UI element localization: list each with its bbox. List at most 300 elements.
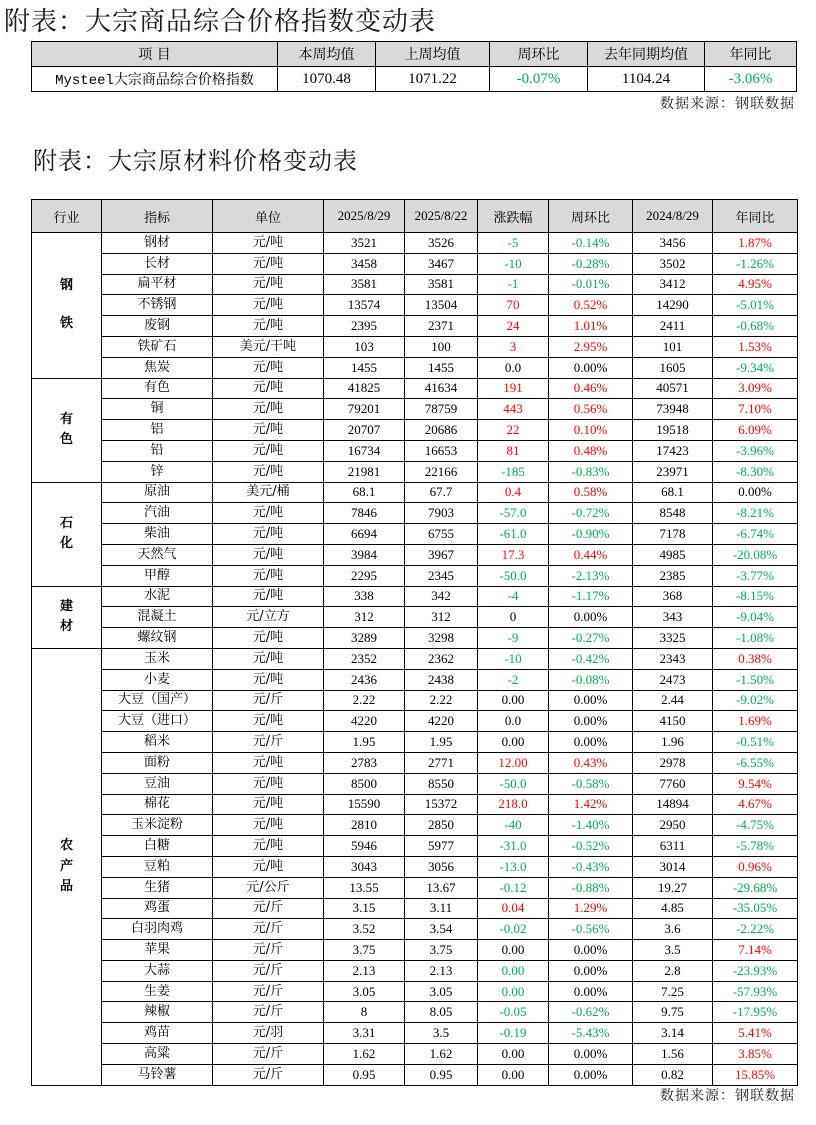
- price-current-cell: 3289: [324, 628, 405, 649]
- wow-change-cell: 0.58%: [549, 482, 633, 503]
- table-row: [32, 233, 798, 254]
- col-header-yoy: 年同比: [713, 200, 798, 233]
- change-cell: 0.00: [478, 690, 549, 711]
- industry-group-cell: [32, 233, 102, 379]
- wow-change-cell: 0.00%: [549, 357, 633, 378]
- price-current-cell: 3.31: [324, 1023, 405, 1044]
- index-wow-cell: -0.07%: [490, 67, 588, 92]
- change-cell: -0.12: [478, 877, 549, 898]
- price-current-cell: 103: [324, 336, 405, 357]
- price-previous-cell: 3967: [405, 544, 478, 565]
- table-row: [32, 794, 798, 815]
- price-last-year-cell: 2385: [633, 565, 713, 586]
- price-current-cell: 3984: [324, 544, 405, 565]
- col-header-wow: 周环比: [549, 200, 633, 233]
- price-current-cell: 4220: [324, 711, 405, 732]
- price-current-cell: 20707: [324, 420, 405, 441]
- price-previous-cell: 3.11: [405, 898, 478, 919]
- price-previous-cell: 8550: [405, 773, 478, 794]
- yoy-change-cell: 15.85%: [713, 1064, 798, 1085]
- change-cell: -10: [478, 253, 549, 274]
- unit-cell: 元/斤: [213, 960, 324, 981]
- change-cell: -5: [478, 233, 549, 254]
- indicator-cell: 混凝土: [102, 607, 213, 628]
- yoy-change-cell: -17.95%: [713, 1002, 798, 1023]
- change-cell: 0.4: [478, 482, 549, 503]
- price-current-cell: 68.1: [324, 482, 405, 503]
- change-cell: -40: [478, 815, 549, 836]
- yoy-change-cell: -1.26%: [713, 253, 798, 274]
- table-row: [32, 1044, 798, 1065]
- price-previous-cell: 2.13: [405, 960, 478, 981]
- change-cell: 0.00: [478, 732, 549, 753]
- yoy-change-cell: -3.77%: [713, 565, 798, 586]
- unit-cell: 元/吨: [213, 440, 324, 461]
- price-last-year-cell: 23971: [633, 461, 713, 482]
- table-row: [32, 877, 798, 898]
- price-last-year-cell: 368: [633, 586, 713, 607]
- wow-change-cell: 0.46%: [549, 378, 633, 399]
- yoy-change-cell: -1.50%: [713, 669, 798, 690]
- indicator-cell: 铁矿石: [102, 336, 213, 357]
- unit-cell: 元/吨: [213, 420, 324, 441]
- indicator-cell: 鸡苗: [102, 1023, 213, 1044]
- raw-table-body: [32, 233, 798, 1086]
- price-previous-cell: 2438: [405, 669, 478, 690]
- wow-change-cell: 0.00%: [549, 1064, 633, 1085]
- price-current-cell: 2783: [324, 752, 405, 773]
- yoy-change-cell: -57.93%: [713, 981, 798, 1002]
- change-cell: -2: [478, 669, 549, 690]
- yoy-change-cell: -20.08%: [713, 544, 798, 565]
- wow-change-cell: 0.00%: [549, 940, 633, 961]
- price-previous-cell: 0.95: [405, 1064, 478, 1085]
- industry-label: 建材: [59, 599, 73, 635]
- yoy-change-cell: -5.01%: [713, 295, 798, 316]
- yoy-change-cell: -8.30%: [713, 461, 798, 482]
- price-current-cell: 3.52: [324, 919, 405, 940]
- change-cell: -10: [478, 648, 549, 669]
- price-current-cell: 2395: [324, 316, 405, 337]
- unit-cell: 元/吨: [213, 316, 324, 337]
- unit-cell: 美元/桶: [213, 482, 324, 503]
- wow-change-cell: -0.27%: [549, 628, 633, 649]
- index-header-row: [32, 42, 797, 67]
- price-last-year-cell: 3.5: [633, 940, 713, 961]
- wow-change-cell: 1.42%: [549, 794, 633, 815]
- index-table-title: 附表：大宗商品综合价格指数变动表: [4, 7, 437, 37]
- industry-group-cell: [32, 378, 102, 482]
- yoy-change-cell: 1.53%: [713, 336, 798, 357]
- wow-change-cell: -0.08%: [549, 669, 633, 690]
- indicator-cell: 稻米: [102, 732, 213, 753]
- yoy-change-cell: -8.21%: [713, 503, 798, 524]
- unit-cell: 元/吨: [213, 253, 324, 274]
- price-previous-cell: 2345: [405, 565, 478, 586]
- table-row: [32, 1002, 798, 1023]
- price-current-cell: 2352: [324, 648, 405, 669]
- wow-change-cell: -2.13%: [549, 565, 633, 586]
- indicator-cell: 锌: [102, 461, 213, 482]
- wow-change-cell: 1.29%: [549, 898, 633, 919]
- indicator-cell: 原油: [102, 482, 213, 503]
- price-last-year-cell: 2950: [633, 815, 713, 836]
- change-cell: 0.00: [478, 1044, 549, 1065]
- yoy-change-cell: -9.34%: [713, 357, 798, 378]
- price-previous-cell: 3056: [405, 856, 478, 877]
- price-previous-cell: 3.75: [405, 940, 478, 961]
- table-row: [32, 482, 798, 503]
- indicator-cell: 白糖: [102, 836, 213, 857]
- price-last-year-cell: 3325: [633, 628, 713, 649]
- raw-material-price-table: [31, 199, 798, 1086]
- unit-cell: 元/斤: [213, 940, 324, 961]
- price-previous-cell: 1.62: [405, 1044, 478, 1065]
- change-cell: -0.19: [478, 1023, 549, 1044]
- unit-cell: 元/吨: [213, 628, 324, 649]
- price-current-cell: 3.05: [324, 981, 405, 1002]
- table-row: [32, 919, 798, 940]
- indicator-cell: 苹果: [102, 940, 213, 961]
- wow-change-cell: 0.00%: [549, 711, 633, 732]
- indicator-cell: 天然气: [102, 544, 213, 565]
- price-current-cell: 15590: [324, 794, 405, 815]
- indicator-cell: 马铃薯: [102, 1064, 213, 1085]
- price-current-cell: 2295: [324, 565, 405, 586]
- change-cell: 0.0: [478, 711, 549, 732]
- price-last-year-cell: 1.96: [633, 732, 713, 753]
- yoy-change-cell: 3.85%: [713, 1044, 798, 1065]
- price-last-year-cell: 2343: [633, 648, 713, 669]
- yoy-change-cell: -6.55%: [713, 752, 798, 773]
- price-current-cell: 21981: [324, 461, 405, 482]
- wow-change-cell: -0.01%: [549, 274, 633, 295]
- price-previous-cell: 2.22: [405, 690, 478, 711]
- indicator-cell: 生猪: [102, 877, 213, 898]
- indicator-cell: 豆粕: [102, 856, 213, 877]
- change-cell: -13.0: [478, 856, 549, 877]
- price-previous-cell: 3.5: [405, 1023, 478, 1044]
- yoy-change-cell: -4.75%: [713, 815, 798, 836]
- col-header-wow: 周环比: [490, 42, 588, 67]
- yoy-change-cell: -5.78%: [713, 836, 798, 857]
- indicator-cell: 不锈钢: [102, 295, 213, 316]
- price-current-cell: 6694: [324, 524, 405, 545]
- change-cell: -50.0: [478, 565, 549, 586]
- change-cell: -0.02: [478, 919, 549, 940]
- table-row: [32, 669, 798, 690]
- wow-change-cell: 0.43%: [549, 752, 633, 773]
- yoy-change-cell: 0.96%: [713, 856, 798, 877]
- yoy-change-cell: 6.09%: [713, 420, 798, 441]
- price-current-cell: 16734: [324, 440, 405, 461]
- change-cell: 0.0: [478, 357, 549, 378]
- price-current-cell: 5946: [324, 836, 405, 857]
- index-name-cell: Mysteel大宗商品综合价格指数: [32, 67, 278, 92]
- price-last-year-cell: 4.85: [633, 898, 713, 919]
- wow-change-cell: 0.10%: [549, 420, 633, 441]
- price-previous-cell: 3526: [405, 233, 478, 254]
- indicator-cell: 长材: [102, 253, 213, 274]
- price-previous-cell: 3.54: [405, 919, 478, 940]
- price-last-year-cell: 4150: [633, 711, 713, 732]
- unit-cell: 元/吨: [213, 378, 324, 399]
- price-last-year-cell: 1.56: [633, 1044, 713, 1065]
- table-row: [32, 732, 798, 753]
- table-row: [32, 607, 798, 628]
- price-previous-cell: 22166: [405, 461, 478, 482]
- table-row: [32, 357, 798, 378]
- unit-cell: 元/吨: [213, 773, 324, 794]
- price-previous-cell: 16653: [405, 440, 478, 461]
- unit-cell: 元/斤: [213, 732, 324, 753]
- price-last-year-cell: 3014: [633, 856, 713, 877]
- table-row: [32, 274, 798, 295]
- price-last-year-cell: 7.25: [633, 981, 713, 1002]
- price-last-year-cell: 3.14: [633, 1023, 713, 1044]
- yoy-change-cell: 0.38%: [713, 648, 798, 669]
- indicator-cell: 铅: [102, 440, 213, 461]
- wow-change-cell: -0.43%: [549, 856, 633, 877]
- price-previous-cell: 2771: [405, 752, 478, 773]
- table-row: [32, 711, 798, 732]
- wow-change-cell: -0.90%: [549, 524, 633, 545]
- table-row: [32, 815, 798, 836]
- table-row: [32, 628, 798, 649]
- table-row: [32, 544, 798, 565]
- indicator-cell: 甲醇: [102, 565, 213, 586]
- unit-cell: 元/斤: [213, 1064, 324, 1085]
- change-cell: 0.00: [478, 940, 549, 961]
- change-cell: 0.00: [478, 981, 549, 1002]
- price-previous-cell: 4220: [405, 711, 478, 732]
- unit-cell: 元/羽: [213, 1023, 324, 1044]
- price-current-cell: 1.95: [324, 732, 405, 753]
- yoy-change-cell: -23.93%: [713, 960, 798, 981]
- price-last-year-cell: 2473: [633, 669, 713, 690]
- wow-change-cell: 0.52%: [549, 295, 633, 316]
- price-current-cell: 3.15: [324, 898, 405, 919]
- wow-change-cell: -0.62%: [549, 1002, 633, 1023]
- col-header-this-week-avg: 本周均值: [278, 42, 376, 67]
- change-cell: -4: [478, 586, 549, 607]
- price-current-cell: 1455: [324, 357, 405, 378]
- wow-change-cell: 0.00%: [549, 607, 633, 628]
- price-previous-cell: 3581: [405, 274, 478, 295]
- table-row: [32, 898, 798, 919]
- industry-label: 钢铁: [59, 278, 73, 332]
- price-last-year-cell: 4985: [633, 544, 713, 565]
- price-last-year-cell: 7760: [633, 773, 713, 794]
- wow-change-cell: 2.95%: [549, 336, 633, 357]
- table-row: [32, 378, 798, 399]
- table-row: [32, 67, 797, 92]
- col-header-date-last-year: 2024/8/29: [633, 200, 713, 233]
- price-last-year-cell: 1605: [633, 357, 713, 378]
- col-header-industry: 行业: [32, 200, 102, 233]
- table-row: [32, 420, 798, 441]
- yoy-change-cell: -29.68%: [713, 877, 798, 898]
- yoy-change-cell: 1.69%: [713, 711, 798, 732]
- wow-change-cell: -0.58%: [549, 773, 633, 794]
- wow-change-cell: -0.52%: [549, 836, 633, 857]
- unit-cell: 元/吨: [213, 503, 324, 524]
- price-previous-cell: 7903: [405, 503, 478, 524]
- price-previous-cell: 312: [405, 607, 478, 628]
- col-header-date-previous: 2025/8/22: [405, 200, 478, 233]
- indicator-cell: 水泥: [102, 586, 213, 607]
- change-cell: 17.3: [478, 544, 549, 565]
- table-row: [32, 1064, 798, 1085]
- unit-cell: 元/斤: [213, 898, 324, 919]
- price-previous-cell: 342: [405, 586, 478, 607]
- price-last-year-cell: 2.44: [633, 690, 713, 711]
- change-cell: 70: [478, 295, 549, 316]
- data-source-note: 数据来源：钢联数据: [660, 1088, 795, 1104]
- change-cell: 3: [478, 336, 549, 357]
- change-cell: 443: [478, 399, 549, 420]
- price-last-year-cell: 2.8: [633, 960, 713, 981]
- price-previous-cell: 1455: [405, 357, 478, 378]
- table-row: [32, 253, 798, 274]
- price-last-year-cell: 7178: [633, 524, 713, 545]
- unit-cell: 元/立方: [213, 607, 324, 628]
- change-cell: -9: [478, 628, 549, 649]
- yoy-change-cell: 5.41%: [713, 1023, 798, 1044]
- col-header-change: 涨跌幅: [478, 200, 549, 233]
- unit-cell: 美元/干吨: [213, 336, 324, 357]
- price-current-cell: 2436: [324, 669, 405, 690]
- indicator-cell: 钢材: [102, 233, 213, 254]
- price-current-cell: 3581: [324, 274, 405, 295]
- unit-cell: 元/吨: [213, 524, 324, 545]
- indicator-cell: 焦炭: [102, 357, 213, 378]
- price-current-cell: 8500: [324, 773, 405, 794]
- indicator-cell: 辣椒: [102, 1002, 213, 1023]
- table-row: [32, 752, 798, 773]
- wow-change-cell: 0.44%: [549, 544, 633, 565]
- table-row: [32, 440, 798, 461]
- wow-change-cell: -0.42%: [549, 648, 633, 669]
- unit-cell: 元/斤: [213, 1044, 324, 1065]
- yoy-change-cell: -6.74%: [713, 524, 798, 545]
- indicator-cell: 汽油: [102, 503, 213, 524]
- price-previous-cell: 6755: [405, 524, 478, 545]
- change-cell: -57.0: [478, 503, 549, 524]
- unit-cell: 元/吨: [213, 586, 324, 607]
- yoy-change-cell: 0.00%: [713, 482, 798, 503]
- wow-change-cell: 0.00%: [549, 732, 633, 753]
- indicator-cell: 柴油: [102, 524, 213, 545]
- raw-material-table-title: 附表：大宗原材料价格变动表: [33, 147, 358, 175]
- price-last-year-cell: 73948: [633, 399, 713, 420]
- industry-group-cell: [32, 586, 102, 648]
- change-cell: 81: [478, 440, 549, 461]
- indicator-cell: 豆油: [102, 773, 213, 794]
- wow-change-cell: -0.14%: [549, 233, 633, 254]
- index-last-week-cell: 1071.22: [376, 67, 490, 92]
- table-row: [32, 856, 798, 877]
- col-header-unit: 单位: [213, 200, 324, 233]
- price-last-year-cell: 2411: [633, 316, 713, 337]
- price-last-year-cell: 68.1: [633, 482, 713, 503]
- indicator-cell: 面粉: [102, 752, 213, 773]
- wow-change-cell: 0.00%: [549, 690, 633, 711]
- table-row: [32, 524, 798, 545]
- wow-change-cell: -1.40%: [549, 815, 633, 836]
- price-current-cell: 2.13: [324, 960, 405, 981]
- yoy-change-cell: -8.15%: [713, 586, 798, 607]
- wow-change-cell: 0.56%: [549, 399, 633, 420]
- col-header-last-week-avg: 上周均值: [376, 42, 490, 67]
- price-previous-cell: 41634: [405, 378, 478, 399]
- price-current-cell: 13.55: [324, 877, 405, 898]
- raw-header-row: [32, 200, 798, 233]
- price-last-year-cell: 3412: [633, 274, 713, 295]
- change-cell: -1: [478, 274, 549, 295]
- price-last-year-cell: 101: [633, 336, 713, 357]
- data-source-note: 数据来源：钢联数据: [660, 96, 795, 112]
- unit-cell: 元/吨: [213, 794, 324, 815]
- price-last-year-cell: 6311: [633, 836, 713, 857]
- yoy-change-cell: -1.08%: [713, 628, 798, 649]
- price-previous-cell: 5977: [405, 836, 478, 857]
- yoy-change-cell: -2.22%: [713, 919, 798, 940]
- price-previous-cell: 15372: [405, 794, 478, 815]
- price-last-year-cell: 9.75: [633, 1002, 713, 1023]
- change-cell: 218.0: [478, 794, 549, 815]
- yoy-change-cell: -0.68%: [713, 316, 798, 337]
- change-cell: -31.0: [478, 836, 549, 857]
- col-header-date-current: 2025/8/29: [324, 200, 405, 233]
- index-this-week-cell: 1070.48: [278, 67, 376, 92]
- yoy-change-cell: -9.04%: [713, 607, 798, 628]
- price-previous-cell: 20686: [405, 420, 478, 441]
- price-current-cell: 0.95: [324, 1064, 405, 1085]
- yoy-change-cell: -3.96%: [713, 440, 798, 461]
- indicator-cell: 有色: [102, 378, 213, 399]
- price-last-year-cell: 14894: [633, 794, 713, 815]
- indicator-cell: 小麦: [102, 669, 213, 690]
- price-previous-cell: 13.67: [405, 877, 478, 898]
- wow-change-cell: -0.28%: [549, 253, 633, 274]
- wow-change-cell: -5.43%: [549, 1023, 633, 1044]
- indicator-cell: 铜: [102, 399, 213, 420]
- yoy-change-cell: -35.05%: [713, 898, 798, 919]
- change-cell: -50.0: [478, 773, 549, 794]
- yoy-change-cell: 9.54%: [713, 773, 798, 794]
- unit-cell: 元/吨: [213, 836, 324, 857]
- unit-cell: 元/吨: [213, 357, 324, 378]
- price-previous-cell: 3.05: [405, 981, 478, 1002]
- yoy-change-cell: 3.09%: [713, 378, 798, 399]
- change-cell: 0: [478, 607, 549, 628]
- table-row: [32, 461, 798, 482]
- change-cell: 0.00: [478, 1064, 549, 1085]
- table-row: [32, 399, 798, 420]
- price-last-year-cell: 19.27: [633, 877, 713, 898]
- unit-cell: 元/斤: [213, 690, 324, 711]
- price-last-year-cell: 0.82: [633, 1064, 713, 1085]
- table-row: [32, 940, 798, 961]
- unit-cell: 元/吨: [213, 295, 324, 316]
- price-last-year-cell: 2978: [633, 752, 713, 773]
- wow-change-cell: -0.56%: [549, 919, 633, 940]
- unit-cell: 元/吨: [213, 752, 324, 773]
- industry-label: 石化: [59, 516, 73, 552]
- wow-change-cell: -0.88%: [549, 877, 633, 898]
- price-previous-cell: 8.05: [405, 1002, 478, 1023]
